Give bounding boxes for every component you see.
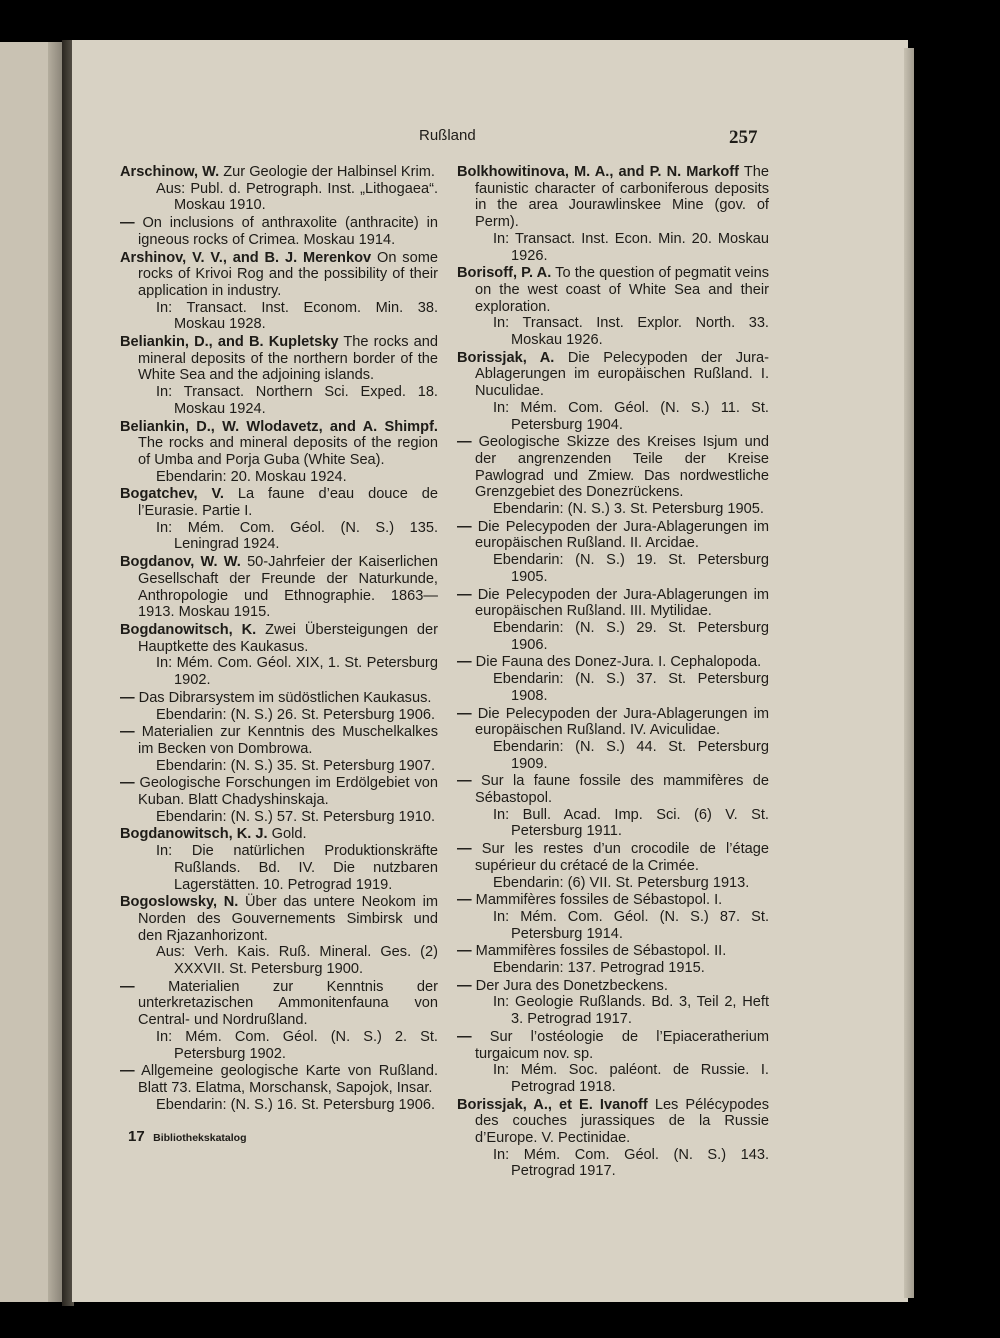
entry-author: Borisoff, P. A. [457, 265, 552, 282]
entry-author: — [457, 705, 472, 722]
bibliography-entry [120, 724, 438, 774]
entry-source-text: Ebendarin: 137. Petrograd 1915. [493, 960, 705, 977]
entry-source-text: Ebendarin: (N. S.) 19. St. Petersburg 1905. [493, 552, 769, 585]
entry-source-text: In: Mém. Soc. paléont. de Russie. I. Petrograd 1918. [493, 1062, 769, 1095]
entry-source-text: Ebendarin: (N. S.) 57. St. Petersburg 1910. [156, 808, 436, 825]
bibliography-entry [457, 164, 769, 264]
entry-source [120, 758, 438, 775]
entry-source-text: In: Transact. Inst. Econ. Min. 20. Moskau 1926. [493, 230, 769, 264]
bibliography-entry [120, 164, 438, 214]
entry-author: — [457, 518, 472, 535]
entry-source-text: In: Mém. Com. Géol. (N. S.) 2. St. Petersburg 1902. [156, 1028, 438, 1062]
entry-author: — [457, 434, 472, 451]
bibliography-entry [120, 250, 438, 334]
entry-source-text: Ebendarin: (N. S.) 26. St. Petersburg 1906. [156, 706, 436, 723]
entry-title: Der Jura des Donetzbeckens. [475, 977, 668, 994]
entry-author: — [457, 773, 472, 790]
bibliography-entry [457, 978, 769, 1028]
entry-source [457, 739, 769, 772]
entry-source [120, 944, 438, 977]
entry-source-text: In: Mém. Com. Géol. (N. S.) 135. Leningrad 1924. [156, 519, 438, 553]
entry-author: — [457, 977, 472, 994]
entry-source-text: Ebendarin: (N. S.) 29. St. Petersburg 1906. [493, 619, 769, 653]
entry-author: — [457, 654, 472, 671]
entry-source [120, 181, 438, 214]
entry-author: — [120, 689, 135, 706]
entry-source [120, 655, 438, 688]
entry-author: — [120, 978, 135, 995]
bibliography-entry [120, 419, 438, 486]
bibliography-entry [120, 894, 438, 978]
entry-source-text: In: Mém. Com. Géol. (N. S.) 143. Petrograd 1917. [493, 1146, 769, 1180]
bibliography-entry [457, 350, 769, 434]
entry-source [457, 671, 769, 704]
entry-title: Mammifères fossiles de Sébastopol. I. [475, 892, 723, 909]
entry-source [120, 707, 438, 724]
right-column [457, 164, 769, 1181]
entry-title: The rocks and mineral deposits of the region of Umba and Porja Guba (White Sea). [138, 435, 438, 468]
bibliography-entry [120, 1063, 438, 1113]
entry-title: Die Fauna des Donez-Jura. I. Cephalopoda. [475, 654, 762, 671]
page-footer [128, 1128, 247, 1146]
entry-source-text: Ebendarin: (N. S.) 3. St. Petersburg 1905. [493, 501, 764, 518]
bibliography-entry [457, 1029, 769, 1096]
catalog-label: Bibliothekskatalog [153, 1132, 247, 1144]
entry-source [457, 994, 769, 1027]
bibliography-entry [457, 943, 769, 976]
page-header [72, 127, 908, 151]
bibliography-entry [457, 519, 769, 586]
bibliography-entry [457, 1097, 769, 1181]
entry-source-text: In: Mém. Com. Géol. (N. S.) 11. St. Petersburg 1904. [493, 399, 769, 433]
entry-source-text: Ebendarin: (N. S.) 44. St. Petersburg 1909. [493, 738, 769, 772]
bibliography-entry [457, 841, 769, 891]
entry-author: Borissjak, A., et E. Ivanoff [457, 1096, 648, 1113]
bibliography-entry [120, 554, 438, 621]
entry-source [457, 875, 769, 892]
page-number: 257 [729, 127, 758, 148]
bibliography-entry [120, 215, 438, 248]
entry-source [457, 400, 769, 433]
entry-source [457, 501, 769, 518]
entry-author: Bogdanowitsch, K. J. [120, 826, 268, 843]
entry-source-text: In: Geologie Rußlands. Bd. 3, Teil 2, Heft 3. Petrograd 1917. [493, 994, 769, 1028]
entry-source [120, 1029, 438, 1062]
entry-title: 50-Jahrfeier der Kaiserlichen Gesellschaft der Freunde der Naturkunde, Anthropologie und Ethnographie. 1863—1913. Moskau 1915. [138, 554, 438, 621]
entry-source [457, 1147, 769, 1180]
page-stack-edge [904, 48, 914, 1298]
entry-author: Beliankin, D., and B. Kupletsky [120, 334, 339, 351]
entry-title: Geologische Forschungen im Erdölgebiet von Kuban. Blatt Chadyshinskaja. [138, 775, 438, 809]
entry-title: Gold. [271, 826, 307, 843]
entry-title: Geologische Skizze des Kreises Isjum und der angrenzenden Teile der Kreise Pawlograd und Zmiew. Das nordwestliche Grenzgebiet des Donezrückens. [475, 434, 769, 501]
entry-title: To the question of pegmatit veins on the west coast of White Sea and their exploration. [475, 265, 769, 315]
entry-source-text: Ebendarin: (N. S.) 35. St. Petersburg 1907. [156, 757, 436, 774]
entry-source-text: In: Mém. Com. Géol. XIX, 1. St. Petersburg 1902. [156, 655, 438, 689]
entry-source-text: Aus: Verh. Kais. Ruß. Mineral. Ges. (2) XXXVII. St. Petersburg 1900. [156, 944, 438, 978]
entry-source-text: Ebendarin: 20. Moskau 1924. [156, 468, 347, 485]
entry-title: On some rocks of Krivoi Rog and the possibility of their application in industry. [138, 249, 438, 299]
entry-source [120, 843, 438, 893]
entry-source [120, 1097, 438, 1114]
entry-source [120, 469, 438, 486]
bibliography-entry [120, 826, 438, 893]
entry-title: Materialien zur Kenntnis des Muschelkalkes im Becken von Dombrowa. [138, 724, 439, 757]
bibliography-entry [457, 265, 769, 349]
entry-source [457, 552, 769, 585]
entry-author: — [457, 1028, 472, 1045]
entry-title: Zur Geologie der Halbinsel Krim. [223, 164, 435, 180]
bibliography-entry [457, 773, 769, 840]
entry-source [457, 1062, 769, 1095]
entry-source-text: In: Transact. Inst. Econom. Min. 38. Moskau 1928. [156, 299, 438, 333]
entry-source-text: Ebendarin: (6) VII. St. Petersburg 1913. [493, 874, 750, 891]
entry-author: — [120, 1063, 135, 1080]
entry-author: — [120, 215, 135, 232]
bibliography-entry [120, 775, 438, 825]
bibliography-entry [457, 587, 769, 654]
entry-source-text: Ebendarin: (N. S.) 37. St. Petersburg 1908. [493, 671, 769, 704]
entry-title: Les Pélécypodes des couches jurassiques de la Russie d’Europe. V. Pectinidae. [475, 1096, 769, 1147]
entry-source-text: Aus: Publ. d. Petrograph. Inst. „Lithogaea“. Moskau 1910. [156, 180, 438, 214]
entry-author: — [120, 775, 135, 792]
entry-source [120, 809, 438, 826]
entry-title: On inclusions of anthraxolite (anthracite) in igneous rocks of Crimea. Moskau 1914. [138, 215, 438, 248]
entry-source-text: In: Transact. Northern Sci. Exped. 18. Moskau 1924. [156, 384, 438, 417]
entry-title: Die Pelecypoden der Jura-Ablagerungen im europäischen Rußland. IV. Aviculidae. [475, 705, 770, 739]
entry-author: — [457, 943, 472, 960]
entry-author: Arschinow, W. [120, 164, 220, 180]
entry-title: Sur la faune fossile des mammifères de Sébastopol. [475, 773, 769, 807]
entry-source [457, 960, 769, 977]
entry-title: La faune d’eau douce de l’Eurasie. Partie I. [138, 486, 438, 520]
entry-author: — [457, 892, 472, 909]
entry-title: The faunistic character of carboniferous deposits in the area Jourawlinskee Mine (gov. of Perm). [475, 164, 769, 231]
bibliography-entry [120, 622, 438, 689]
entry-title: Materialien zur Kenntnis der unterkretazischen Ammonitenfauna von Central- und Nordrußland. [138, 978, 438, 1029]
entry-source [120, 520, 438, 553]
signature-mark: 17 [128, 1128, 145, 1145]
bibliography-entry [457, 434, 769, 518]
bibliography-entry [457, 654, 769, 704]
entry-title: Die Pelecypoden der Jura-Ablagerungen im europäischen Rußland. II. Arcidae. [475, 518, 770, 552]
entry-source-text: Ebendarin: (N. S.) 16. St. Petersburg 1906. [156, 1096, 436, 1113]
running-head: Rußland [419, 127, 476, 144]
entry-author: Bogdanowitsch, K. [120, 621, 257, 638]
bibliography-entry [457, 892, 769, 942]
entry-author: — [457, 841, 472, 858]
entry-author: Bogoslowsky, N. [120, 894, 239, 911]
entry-author: Beliankin, D., W. Wlodavetz, and A. Shimpf. [120, 418, 438, 435]
entry-author: — [457, 586, 472, 603]
bibliography-entry [457, 706, 769, 773]
entry-title: Die Pelecypoden der Jura-Ablagerungen im europäischen Rußland. III. Mytilidae. [475, 586, 770, 620]
entry-title: Sur l’ostéologie de l’Epiaceratherium turgaicum nov. sp. [475, 1028, 769, 1062]
entry-title: Sur les restes d’un crocodile de l’étage supérieur du crétacé de la Crimée. [475, 841, 769, 874]
entry-author: Bogatchev, V. [120, 486, 224, 503]
entry-title: Das Dibrarsystem im südöstlichen Kaukasus. [138, 689, 432, 706]
entry-source-text: In: Die natürlichen Produktionskräfte Rußlands. Bd. IV. Die nutzbaren Lagerstätten. 10. Petrograd 1919. [156, 843, 438, 893]
entry-source [457, 909, 769, 942]
entry-source-text: In: Transact. Inst. Explor. North. 33. Moskau 1926. [493, 315, 769, 349]
bibliography-entry [120, 334, 438, 418]
entry-source [457, 807, 769, 840]
entry-author: Bogdanov, W. W. [120, 554, 241, 571]
entry-title: The rocks and mineral deposits of the northern border of the White Sea and the adjoining islands. [138, 334, 438, 384]
entry-title: Die Pelecypoden der Jura-Ablagerungen im europäischen Rußland. I. Nuculidae. [475, 349, 769, 400]
entry-author: Arshinov, V. V., and B. J. Merenkov [120, 249, 372, 266]
entry-source-text: In: Mém. Com. Géol. (N. S.) 87. St. Petersburg 1914. [493, 908, 769, 942]
bibliography-entry [120, 690, 438, 723]
entry-title: Zwei Übersteigungen der Hauptkette des Kaukasus. [138, 621, 438, 655]
entry-title: Mammifères fossiles de Sébastopol. II. [475, 943, 727, 960]
entry-author: Bolkhowitinova, M. A., and P. N. Markoff [457, 164, 739, 180]
entry-source-text: In: Bull. Acad. Imp. Sci. (6) V. St. Petersburg 1911. [493, 806, 769, 840]
entry-title: Über das untere Neokom im Norden des Gouvernements Simbirsk und den Rjazanhorizont. [138, 894, 438, 944]
entry-source [457, 231, 769, 264]
facing-page-edge [48, 42, 62, 1302]
left-column [120, 164, 438, 1114]
entry-author: Borissjak, A. [457, 349, 555, 366]
bibliography-entry [120, 979, 438, 1063]
entry-title: Allgemeine geologische Karte von Rußland. Blatt 73. Elatma, Morschansk, Sapojok, Insar. [138, 1063, 439, 1096]
bibliography-entry [120, 486, 438, 553]
entry-source [457, 620, 769, 653]
entry-source [120, 300, 438, 333]
entry-source [457, 315, 769, 348]
entry-author: — [120, 724, 135, 741]
entry-source [120, 384, 438, 417]
